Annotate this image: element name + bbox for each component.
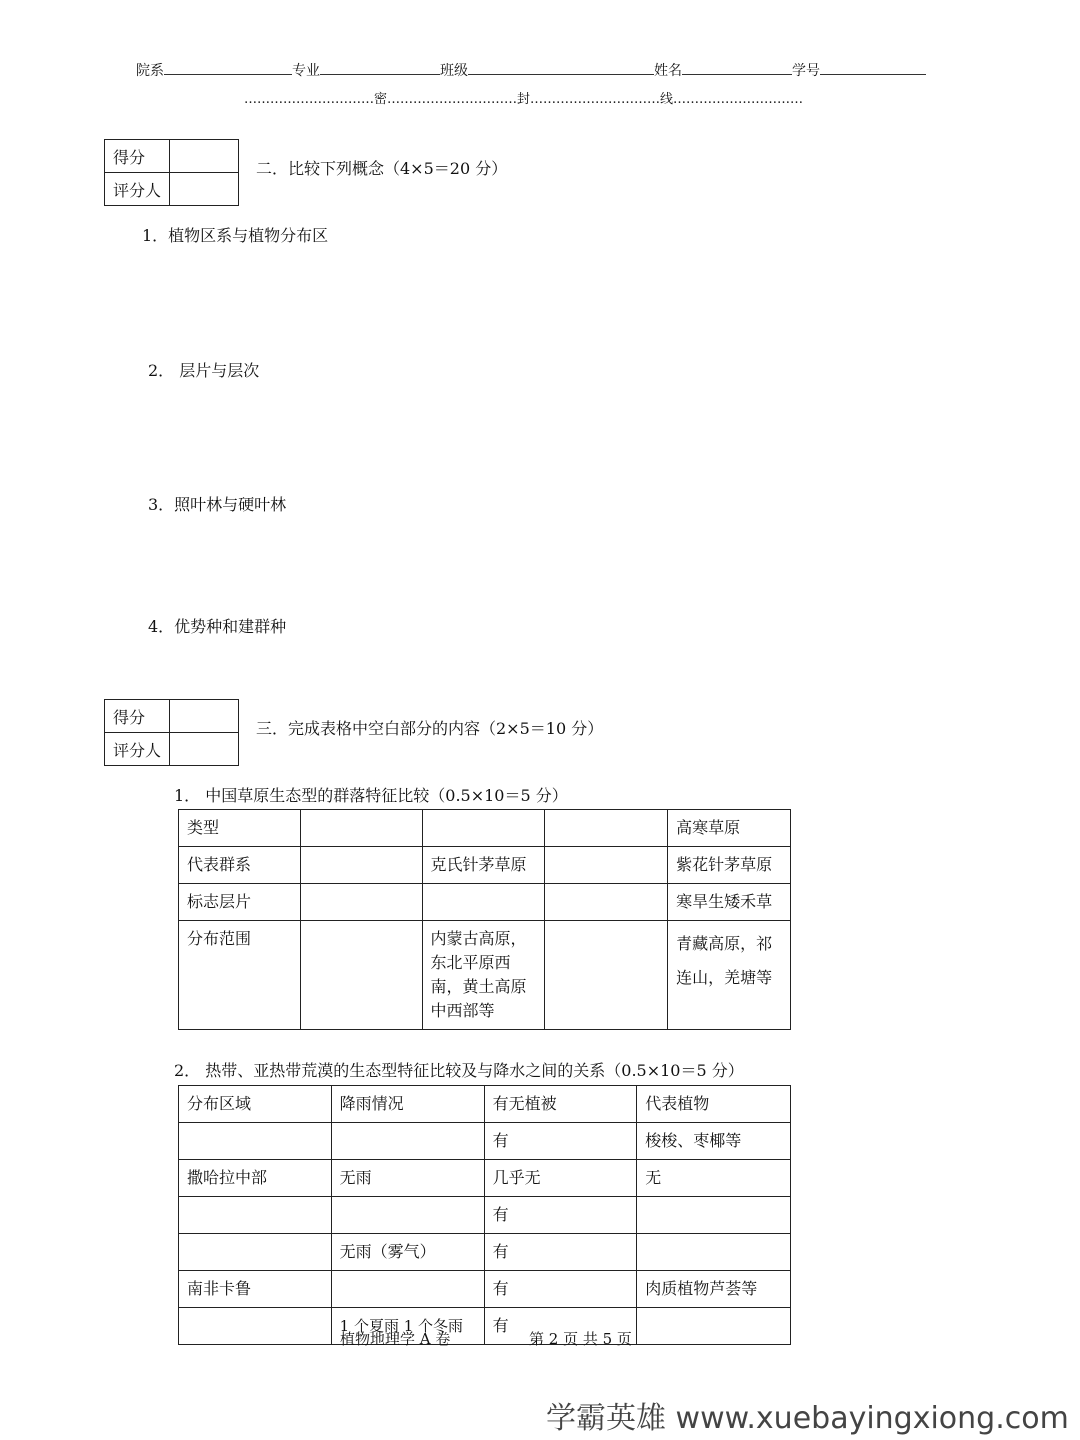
table-cell-blank[interactable]	[331, 1271, 484, 1308]
table-cell: 分布范围	[179, 921, 301, 1030]
table-row	[179, 1123, 791, 1160]
score-label: 得分	[105, 700, 170, 733]
seal-dots: …………………………	[530, 92, 661, 107]
table1-title: 1． 中国草原生态型的群落特征比较（0.5×10＝5 分）	[174, 786, 568, 805]
question-1: 1．植物区系与植物分布区	[142, 226, 329, 245]
table2-title: 2． 热带、亚热带荒漠的生态型特征比较及与降水之间的关系（0.5×10＝5 分）	[174, 1061, 744, 1080]
table-cell: 无雨	[331, 1160, 484, 1197]
student-info-header	[136, 60, 926, 80]
grassland-comparison-table	[178, 809, 791, 1030]
table-cell-blank[interactable]	[300, 921, 422, 1030]
table-cell-blank[interactable]	[300, 884, 422, 921]
seal-dots: …………………………	[244, 92, 374, 107]
table-row	[179, 1234, 791, 1271]
table-cell: 撒哈拉中部	[179, 1160, 332, 1197]
seal-xian: 线	[660, 92, 674, 107]
table-cell-blank[interactable]	[545, 847, 668, 884]
major-blank[interactable]	[320, 60, 440, 75]
table-row	[179, 1160, 791, 1197]
table-cell-blank[interactable]	[331, 1197, 484, 1234]
table-cell-blank[interactable]	[422, 810, 545, 847]
table-cell-blank[interactable]	[637, 1197, 791, 1234]
table-cell: 几乎无	[484, 1160, 637, 1197]
table-row	[179, 1271, 791, 1308]
table-row	[179, 1308, 791, 1345]
seal-feng: 封	[517, 92, 531, 107]
table-cell: 南非卡鲁	[179, 1271, 332, 1308]
table-cell: 1 个夏雨 1 个冬雨	[331, 1308, 484, 1345]
table-cell-blank[interactable]	[300, 847, 422, 884]
seal-dots: …………………………	[387, 92, 518, 107]
score-box-section2	[104, 139, 239, 206]
dept-label: 院系	[136, 63, 164, 79]
table-row	[179, 847, 791, 884]
table-cell-blank[interactable]	[637, 1308, 791, 1345]
table-cell: 类型	[179, 810, 301, 847]
table-cell: 青藏高原，祁连山，羌塘等	[668, 921, 791, 1030]
table-cell: 有	[484, 1123, 637, 1160]
watermark: 学霸英雄 www.xuebayingxiong.com	[546, 1401, 1069, 1436]
seal-dots: …………………………	[673, 92, 804, 107]
grader-value-cell[interactable]	[170, 173, 239, 206]
table-header-row	[179, 1086, 791, 1123]
table-cell: 有	[484, 1234, 637, 1271]
footer-page-number: 第 2 页 共 5 页	[529, 1330, 632, 1348]
score-value-cell[interactable]	[170, 140, 239, 173]
table-cell: 内蒙古高原，东北平原西南，黄土高原中西部等	[422, 921, 545, 1030]
table-cell-blank[interactable]	[179, 1308, 332, 1345]
seal-mi: 密	[374, 92, 388, 107]
table-cell: 无	[637, 1160, 791, 1197]
table-cell: 寒旱生矮禾草	[668, 884, 791, 921]
section2-title: 二．比较下列概念（4×5＝20 分）	[256, 159, 508, 178]
class-blank[interactable]	[468, 60, 654, 75]
table-header: 有无植被	[484, 1086, 637, 1123]
table-cell-blank[interactable]	[545, 921, 668, 1030]
question-4: 4．优势种和建群种	[148, 617, 287, 636]
table-cell-blank[interactable]	[422, 884, 545, 921]
score-value-cell[interactable]	[170, 700, 239, 733]
table-cell: 标志层片	[179, 884, 301, 921]
class-label: 班级	[440, 63, 468, 79]
id-blank[interactable]	[820, 60, 926, 75]
table-row	[179, 810, 791, 847]
table-cell: 高寒草原	[668, 810, 791, 847]
table-header: 代表植物	[637, 1086, 791, 1123]
grader-label: 评分人	[105, 733, 170, 766]
table-cell-blank[interactable]	[179, 1197, 332, 1234]
table-cell-blank[interactable]	[637, 1234, 791, 1271]
table-header: 降雨情况	[331, 1086, 484, 1123]
table-cell: 无雨（雾气）	[331, 1234, 484, 1271]
table-cell: 代表群系	[179, 847, 301, 884]
table-cell-blank[interactable]	[545, 810, 668, 847]
name-label: 姓名	[654, 63, 682, 79]
table-cell: 紫花针茅草原	[668, 847, 791, 884]
table-cell: 梭梭、枣椰等	[637, 1123, 791, 1160]
table-row	[179, 921, 791, 1030]
table-cell: 肉质植物芦荟等	[637, 1271, 791, 1308]
table-row	[179, 1197, 791, 1234]
id-label: 学号	[792, 63, 820, 79]
score-box-section3	[104, 699, 239, 766]
table-cell: 有	[484, 1197, 637, 1234]
section3-title: 三．完成表格中空白部分的内容（2×5＝10 分）	[256, 719, 604, 738]
table-cell: 克氏针茅草原	[422, 847, 545, 884]
table-cell-blank[interactable]	[331, 1123, 484, 1160]
table-header: 分布区域	[179, 1086, 332, 1123]
table-row	[179, 884, 791, 921]
grader-value-cell[interactable]	[170, 733, 239, 766]
desert-comparison-table	[178, 1085, 791, 1345]
name-blank[interactable]	[682, 60, 792, 75]
score-label: 得分	[105, 140, 170, 173]
table-cell-blank[interactable]	[179, 1123, 332, 1160]
footer-course: 植物地理学 A 卷	[340, 1330, 451, 1348]
table-cell-blank[interactable]	[545, 884, 668, 921]
table-cell-blank[interactable]	[179, 1234, 332, 1271]
dept-blank[interactable]	[164, 60, 292, 75]
grader-label: 评分人	[105, 173, 170, 206]
table-cell: 有	[484, 1308, 637, 1345]
table-cell-blank[interactable]	[300, 810, 422, 847]
table-cell: 有	[484, 1271, 637, 1308]
major-label: 专业	[292, 63, 320, 79]
question-3: 3．照叶林与硬叶林	[148, 495, 287, 514]
seal-line	[244, 88, 803, 107]
question-2: 2． 层片与层次	[148, 361, 260, 380]
